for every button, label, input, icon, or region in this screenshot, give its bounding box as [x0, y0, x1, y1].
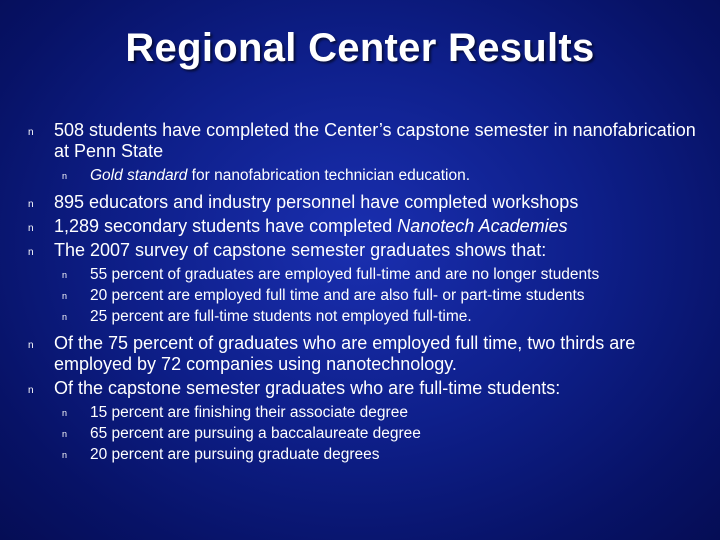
bullet-full-time-students: [26, 378, 706, 399]
slide-content: [26, 120, 706, 471]
sub-bullets-2: [26, 264, 706, 327]
bullet-text: 20 percent are employed full time and are also full- or part-time students: [90, 287, 585, 304]
emphasis-text: Gold standard: [90, 167, 188, 184]
sub-bullet-associate: [60, 402, 706, 423]
sub-bullet-baccalaureate: [60, 423, 706, 444]
bullet-marker: n: [62, 408, 68, 418]
bullet-text: 65 percent are pursuing a baccalaureate degree: [90, 425, 421, 442]
bullet-marker: n: [62, 291, 68, 301]
bullet-marker: n: [62, 450, 68, 460]
sub-bullet-20-percent: [60, 285, 706, 306]
bullet-marker: n: [28, 385, 34, 396]
sub-bullets-3: [26, 402, 706, 465]
sub-bullets-1: [26, 165, 706, 186]
bullet-marker: n: [28, 340, 34, 351]
bullet-text: 55 percent of graduates are employed full-time and are no longer students: [90, 266, 600, 283]
bullet-marker: n: [28, 223, 34, 234]
bullet-marker: n: [28, 199, 34, 210]
bullet-text: 1,289 secondary students have completed: [54, 216, 398, 236]
bullet-marker: n: [62, 312, 68, 322]
bullet-students-completed: [26, 120, 706, 162]
bullet-marker: n: [28, 247, 34, 258]
bullet-employed-two-thirds: [26, 333, 706, 375]
bullet-text: 20 percent are pursuing graduate degrees: [90, 446, 380, 463]
bullet-survey: [26, 240, 706, 261]
sub-bullet-55-percent: [60, 264, 706, 285]
sub-bullet-25-percent: [60, 306, 706, 327]
bullet-educators: [26, 192, 706, 213]
bullet-marker: n: [62, 270, 68, 280]
sub-bullet-gold-standard: [60, 165, 706, 186]
bullet-text: 508 students have completed the Center’s capstone semester in nanofabrication at Penn State: [54, 120, 696, 161]
bullet-text: 895 educators and industry personnel have completed workshops: [54, 192, 579, 212]
bullet-text: for nanofabrication technician education.: [187, 167, 471, 184]
bullet-text: Of the 75 percent of graduates who are employed full time, two thirds are employed by 72 companies using nanotechnology.: [54, 333, 636, 374]
bullet-marker: n: [62, 171, 68, 181]
bullet-text: The 2007 survey of capstone semester graduates shows that:: [54, 240, 547, 260]
emphasis-text: Nanotech Academies: [397, 216, 568, 236]
bullet-text: 15 percent are finishing their associate degree: [90, 404, 408, 421]
bullet-text: Of the capstone semester graduates who are full-time students:: [54, 378, 561, 398]
slide-title: Regional Center Results: [125, 26, 595, 70]
bullet-marker: n: [62, 429, 68, 439]
bullet-text: 25 percent are full-time students not employed full-time.: [90, 308, 472, 325]
bullet-secondary-students: [26, 216, 706, 237]
bullet-marker: n: [28, 127, 34, 138]
sub-bullet-graduate: [60, 444, 706, 465]
